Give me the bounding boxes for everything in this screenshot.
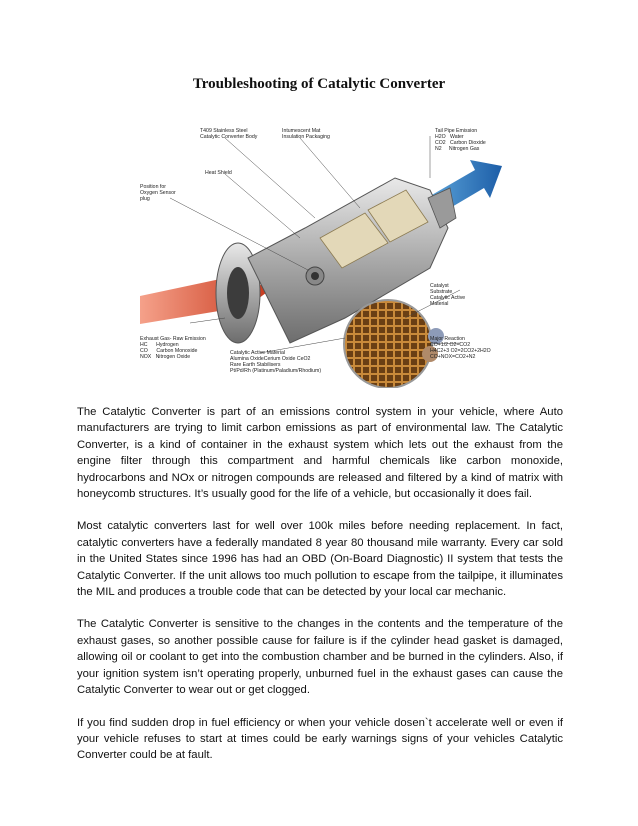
label-raw-emission: Exhaust Gas- Raw Emission HC Hydrogen CO Carbon Monoxide NOX Nitrogen Oxide	[140, 336, 206, 360]
article-body	[77, 404, 563, 780]
label-tailpipe-emission: Tail Pipe Emission H2O Water CO2 Carbon Dioxide N2 Nitrogen Gas	[435, 128, 486, 152]
label-catalyst-substrate: Catalyst Substrate Catalytic Active Material	[430, 283, 466, 307]
paragraph-2: Most catalytic converters last for well over 100k miles before needing replacement. In fact, catalytic converters have a federally mandated 8 year 80 thousand mile warranty. Every car sold in the United States since 1996 has had an OBD (On-Board Diagnostic) II system that tests the Catalytic Converter. If the unit allows too much pollution to escape from the tailpipe, it illuminates the MIL and produces a trouble code that can be detected by your local car mechanic.	[77, 520, 563, 599]
label-heat-shield: Heat Shield	[205, 170, 232, 176]
paragraph-3: The Catalytic Converter is sensitive to the changes in the contents and the temperature of the exhaust gases, so another possible cause for failure is if the cylinder head gasket is damaged, allowing oil or coolant to get into the combustion chamber and be burned in the cylinders. Also, if your ignition system isn’t operating properly, unburned fuel in the exhaust gases can cause the Catalytic Converter to wear out or get clogged.	[77, 618, 563, 697]
label-oxygen-sensor: Position for Oxygen Sensor plug	[140, 184, 176, 202]
paragraph-4: If you find sudden drop in fuel efficiency or when your vehicle dosen`t accelerate well or even if your vehicle refuses to start at times could be early warnings signs of your vehicles Catalytic Converter could be at fault.	[77, 716, 563, 762]
label-converter-body: T409 Stainless Steel Catalytic Converter Body	[200, 128, 258, 140]
paragraph-1: The Catalytic Converter is part of an emissions control system in your vehicle, where Auto manufacturers are trying to limit carbon emissions as part of environmental law. The Catalytic Converter, is a kind of container in the exhaust system which lets out the exhaust from the engine filter through this compartment and harmful chemicals like carbon monoxide, hydrocarbons and NOx or nitrogen compounds are released and filtered by a kind of matrix with honeycomb structures. It’s usually good for the life of a vehicle, but occasionally it does fail.	[77, 406, 563, 501]
catalytic-converter-diagram	[130, 118, 510, 388]
honeycomb-inset	[344, 300, 432, 388]
label-major-reaction: Major Reaction CO+1/2 O2=CO2 H4C2+3 O2=2CO2+2H2O CO+NOX=CO2+N2	[430, 336, 491, 360]
label-insulation-mat: Intumescent Mat Insulation Packaging	[282, 128, 330, 140]
page-title: Troubleshooting of Catalytic Converter	[192, 76, 446, 92]
label-active-material: Catalytic Active Material Alumina OxideCerium Oxide CeO2 Rare Earth Stabilisers Pt/Pd/Rh (Platinum/Paladium/Rhodium)	[230, 350, 322, 374]
